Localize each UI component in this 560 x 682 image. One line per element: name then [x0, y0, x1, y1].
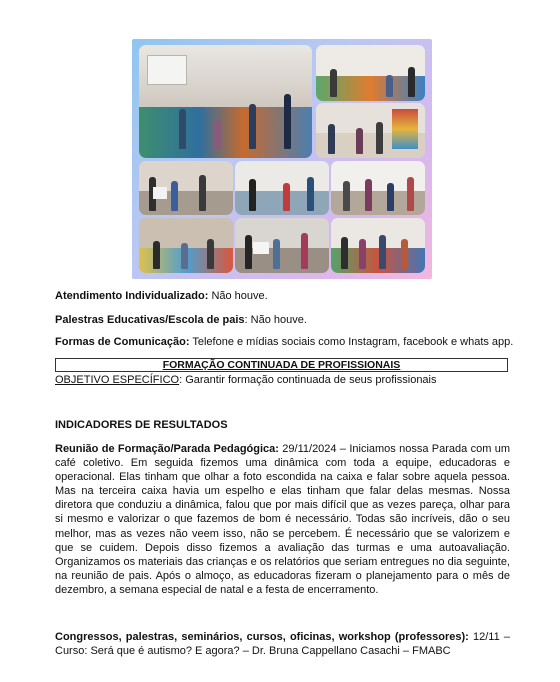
formas-label: Formas de Comunicação:: [55, 336, 190, 348]
objetivo-line: [55, 373, 437, 387]
photo-collage: [132, 39, 432, 279]
objetivo-value: : Garantir formação continuada de seus profissionais: [179, 374, 437, 386]
formas-value: Telefone e mídias sociais como Instagram, facebook e whats app.: [189, 336, 514, 348]
indicadores-heading: INDICADORES DE RESULTADOS: [55, 419, 228, 431]
formas-line: [55, 335, 513, 349]
team-photo-1: [139, 161, 233, 215]
team-photo-6: [331, 218, 425, 273]
atendimento-value: Não houve.: [208, 290, 268, 302]
team-photo-2: [235, 161, 329, 215]
congressos-label: Congressos, palestras, seminários, cursos, oficinas, workshop (professores):: [55, 631, 469, 643]
objetivo-label: OBJETIVO ESPECÍFICO: [55, 374, 180, 386]
reuniao-paragraph: [55, 442, 510, 597]
atendimento-label: Atendimento Individualizado:: [55, 290, 209, 302]
congressos-paragraph: [55, 630, 510, 658]
palestras-label: Palestras Educativas/Escola de pais: [55, 314, 245, 326]
dinamica-photo: [316, 103, 425, 158]
team-photo-3: [331, 161, 425, 215]
palestras-value: : Não houve.: [244, 314, 307, 326]
section-title: FORMAÇÃO CONTINUADA DE PROFISSIONAIS: [162, 359, 401, 371]
team-photo-4: [139, 218, 233, 273]
classroom-photo: [139, 45, 312, 158]
activity-photo: [316, 45, 425, 101]
section-title-box: [55, 358, 508, 372]
team-photo-5: [235, 218, 329, 273]
reuniao-label: Reunião de Formação/Parada Pedagógica:: [55, 443, 279, 455]
palestras-line: [55, 313, 307, 327]
atendimento-line: [55, 289, 268, 303]
reuniao-text: 29/11/2024 – Iniciamos nossa Parada com um café coletivo. Em seguida fizemos uma dinâmica com toda a equipe, educadoras e operacional. Elas tinham que olhar a foto escondida na caixa e falar sobre aquela pessoa. Mas na terceira caixa havia um espelho e elas tinham que falar delas mesmas. Nossa diretora que conduziu a dinâmica, falou que por mais difícil que as vezes pareça, olhar para si mesmo e valorizar o que fazemos de bom é necessário. Todas são incríveis, dão o seu melhor, mas as vezes não veem isso, não se percebem. É necessário que se valorizem e que se cuidem. Depois disso fizemos a avaliação das turmas e uma autoavaliação. Organizamos os materiais das crianças e os relatórios que seriam entregues no dia seguinte, na reunião de pais. Após o almoço, as educadoras fizeram o planejamento para o mês de dezembro, a semana especial de natal e a festa de encerramento.: [55, 443, 511, 596]
congressos-text: 12/11 – Curso: Será que é autismo? E agora? – Dr. Bruna Cappellano Casachi – FMABC: [55, 631, 510, 658]
